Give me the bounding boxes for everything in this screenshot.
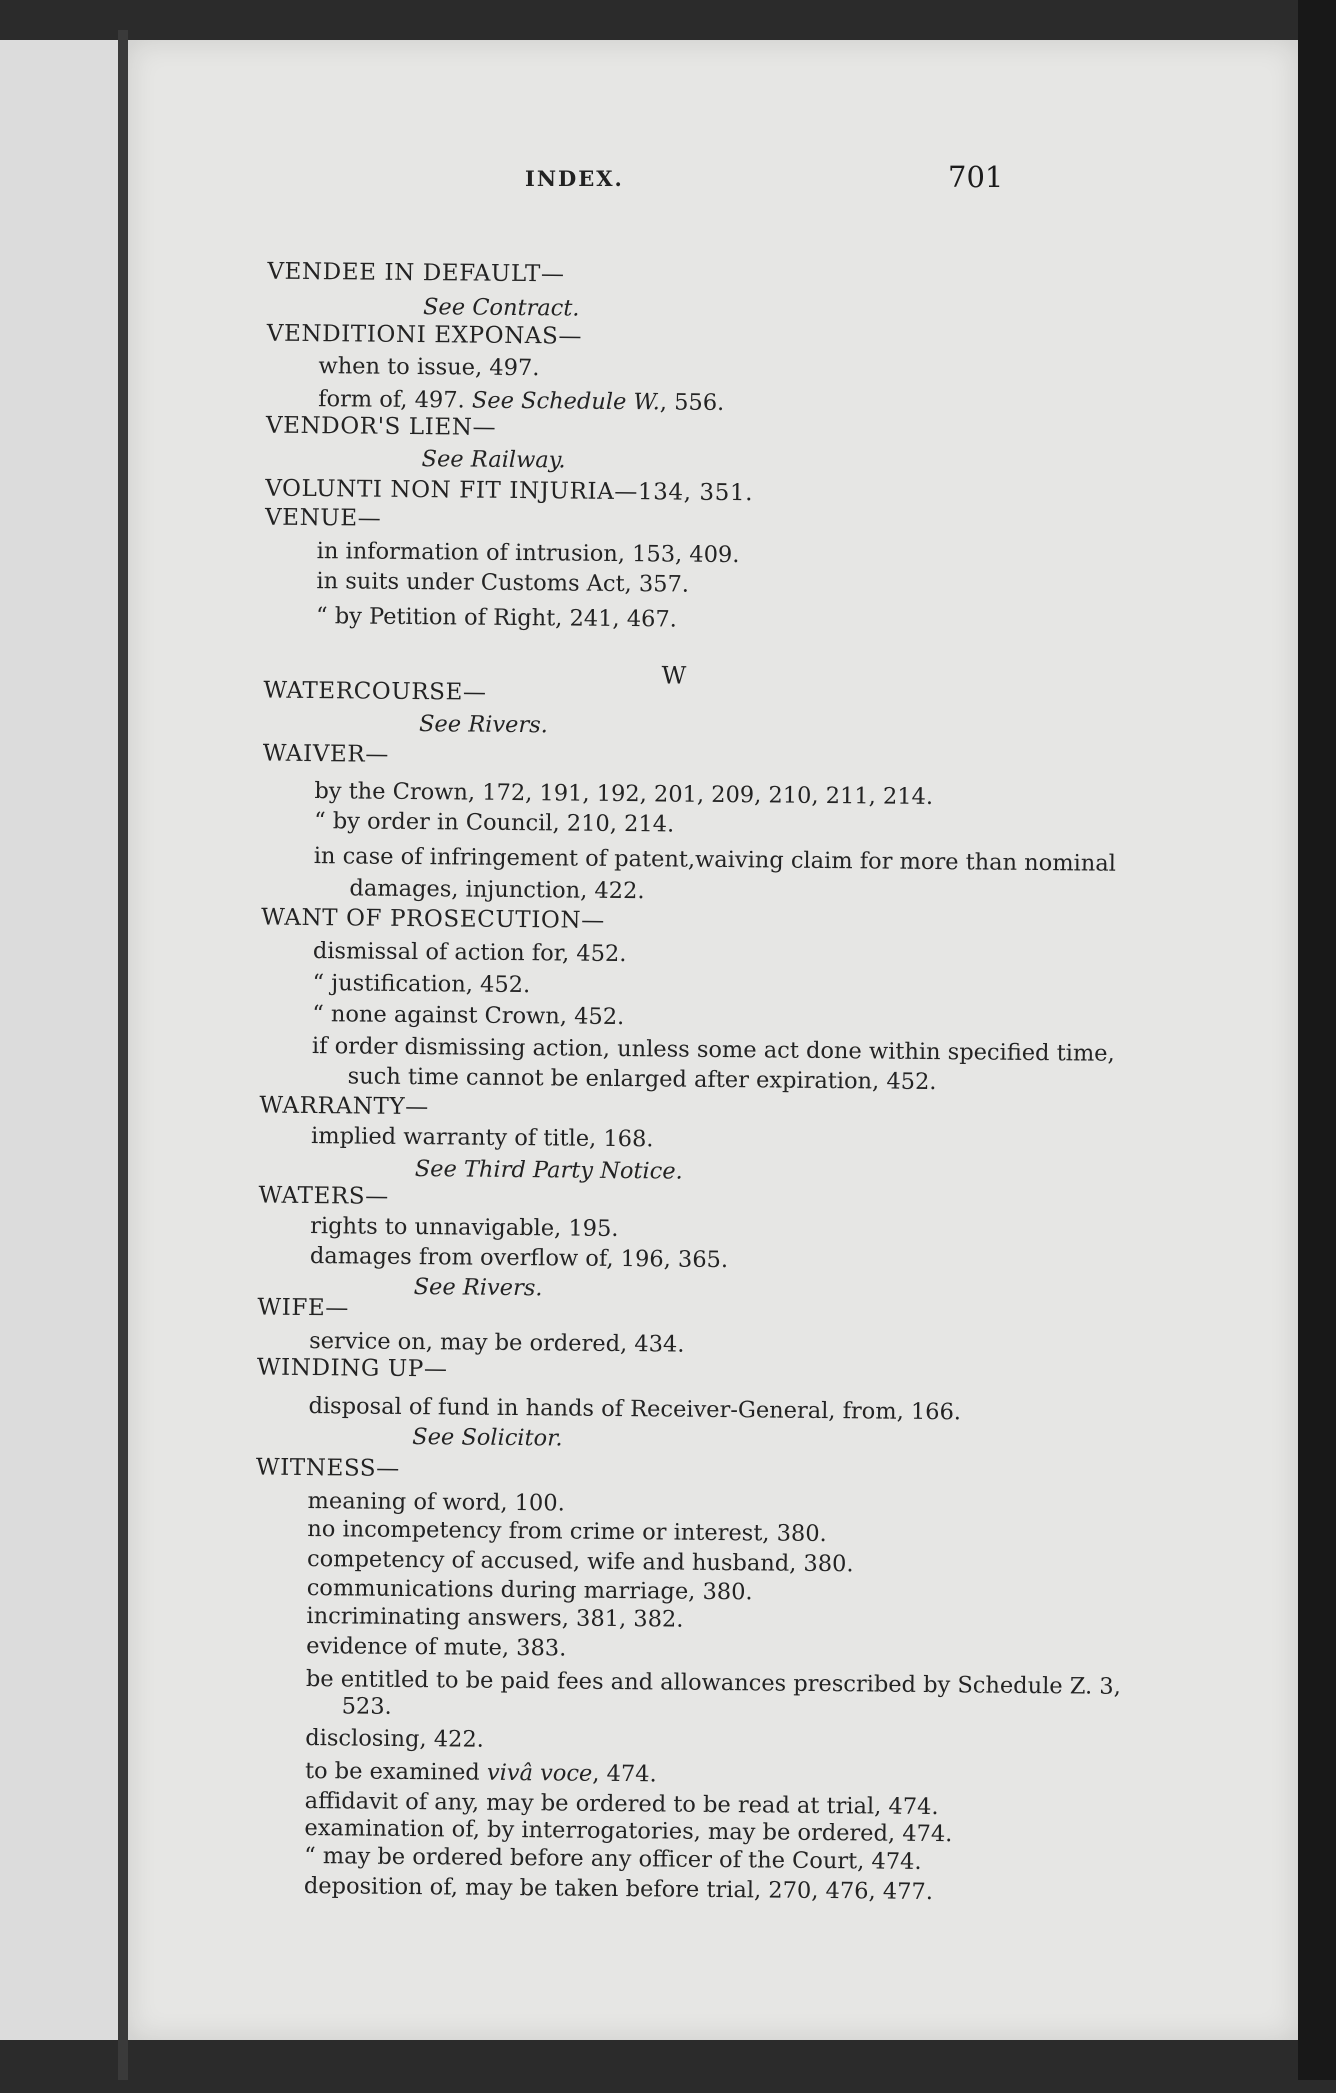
index-heading xyxy=(267,321,582,350)
index-subentry xyxy=(318,353,539,381)
index-subentry xyxy=(307,1516,827,1547)
index-subentry xyxy=(312,1001,624,1030)
see-reference xyxy=(419,711,548,738)
entry-text: WIFE— xyxy=(257,1294,350,1322)
entry-text: VENUE— xyxy=(264,504,382,532)
index-subentry xyxy=(311,1123,654,1152)
entry-text: in information of intrusion, 153, 409. xyxy=(316,538,740,569)
entry-text: WINDING UP— xyxy=(256,1354,448,1383)
entry-text: in case of infringement of patent,waiving claim for more than nominal xyxy=(313,843,1117,877)
section-letter-heading: W xyxy=(661,661,687,690)
entry-text: rights to unnavigable, 195. xyxy=(310,1213,619,1242)
entry-text: VENDOR'S LIEN— xyxy=(265,412,497,441)
index-subentry xyxy=(304,1873,933,1905)
index-subentry xyxy=(309,1328,685,1358)
entry-text: by the Crown, 172, 191, 192, 201, 209, 210, 211, 214. xyxy=(314,778,934,810)
index-subentry xyxy=(306,1603,683,1633)
entry-text: “ by Petition of Right, 241, 467. xyxy=(315,603,677,633)
index-subentry xyxy=(306,1666,1121,1700)
entry-text: communications during marriage, 380. xyxy=(306,1575,753,1606)
entry-text: if order dismissing action, unless some act done within specified time, xyxy=(311,1033,1115,1067)
entry-text: when to issue, 497. xyxy=(318,353,540,382)
entry-tail: , 474. xyxy=(592,1760,657,1788)
entry-text: service on, may be ordered, 434. xyxy=(309,1328,685,1358)
entry-text: competency of accused, wife and husband, 380. xyxy=(306,1546,854,1578)
index-subentry xyxy=(312,970,530,998)
entry-text: in suits under Customs Act, 357. xyxy=(316,568,690,598)
page-number: 701 xyxy=(948,160,1004,194)
entry-text: WAIVER— xyxy=(262,740,390,768)
index-heading xyxy=(265,505,382,532)
index-subentry xyxy=(304,1843,922,1875)
entry-text: such time cannot be enlarged after expiration, 452. xyxy=(347,1063,937,1096)
index-subentry xyxy=(308,1393,961,1425)
entry-text: WITNESS— xyxy=(255,1454,400,1482)
index-subentry xyxy=(307,1575,753,1605)
entry-text: WATERS— xyxy=(258,1182,389,1210)
index-subentry xyxy=(317,538,740,568)
entry-text: form of, 497. xyxy=(318,386,473,414)
index-subentry xyxy=(316,568,689,598)
index-subentry xyxy=(304,1815,952,1847)
index-subentry xyxy=(307,1488,564,1516)
entry-text: damages from overflow of, 196, 365. xyxy=(309,1243,729,1274)
entry-text: evidence of mute, 383. xyxy=(306,1633,567,1662)
entry-text: VENDEE IN DEFAULT— xyxy=(267,258,565,288)
entry-text: See Rivers. xyxy=(413,1274,543,1302)
entry-text: implied warranty of title, 168. xyxy=(310,1123,654,1153)
entry-text: no incompetency from crime or interest, 380. xyxy=(307,1516,827,1548)
index-heading xyxy=(259,1093,429,1121)
index-heading xyxy=(256,1455,400,1482)
index-subentry xyxy=(348,1063,937,1095)
index-subentry xyxy=(313,938,627,967)
index-subentry xyxy=(318,386,724,416)
index-heading xyxy=(261,905,605,934)
index-subentry xyxy=(306,1633,566,1661)
entry-text: “ by order in Council, 210, 214. xyxy=(314,808,675,838)
index-subentry xyxy=(349,875,644,904)
entry-text: See Solicitor. xyxy=(412,1424,563,1452)
index-heading xyxy=(267,259,564,288)
index-subentry xyxy=(316,603,677,632)
entry-text: See Contract. xyxy=(422,294,580,322)
index-subentry xyxy=(305,1725,484,1753)
entry-text: WATERCOURSE— xyxy=(263,677,487,706)
italic-reference: See Schedule W. xyxy=(471,387,660,416)
entry-text: See Rivers. xyxy=(418,711,549,739)
entry-text: “ justification, 452. xyxy=(312,970,531,999)
index-subentry xyxy=(342,1693,392,1719)
entry-text: incriminating answers, 381, 382. xyxy=(306,1603,684,1633)
see-reference xyxy=(415,1156,683,1185)
entry-text: to be examined xyxy=(304,1758,488,1786)
entry-text: VOLUNTI NON FIT INJURIA—134, 351. xyxy=(265,475,754,507)
see-reference xyxy=(414,1274,543,1301)
italic-reference: vivâ voce xyxy=(486,1759,593,1787)
page-header-title: INDEX. xyxy=(525,166,624,191)
entry-text: deposition of, may be taken before trial, 270, 476, 477. xyxy=(303,1873,934,1906)
entry-text: 523. xyxy=(341,1693,392,1720)
entry-text: affidavit of any, may be ordered to be read at trial, 474. xyxy=(304,1788,939,1821)
see-reference xyxy=(412,1424,563,1451)
index-subentry xyxy=(307,1546,854,1577)
entry-text: examination of, by interrogatories, may be ordered, 474. xyxy=(304,1815,953,1848)
index-subentry xyxy=(314,843,1116,877)
see-reference xyxy=(421,446,565,473)
entry-text: be entitled to be paid fees and allowances prescribed by Schedule Z. 3, xyxy=(305,1666,1121,1700)
entry-text: See Third Party Notice. xyxy=(414,1156,683,1185)
entry-text: dismissal of action for, 452. xyxy=(312,938,627,968)
index-heading xyxy=(266,413,496,441)
index-heading xyxy=(265,476,753,507)
entry-text: disposal of fund in hands of Receiver-General, from, 166. xyxy=(308,1393,962,1426)
index-heading xyxy=(257,1295,349,1322)
entry-text: damages, injunction, 422. xyxy=(349,875,645,905)
entry-text: “ may be ordered before any officer of the Court, 474. xyxy=(304,1843,922,1875)
index-subentry xyxy=(305,1758,657,1787)
entry-text: WANT OF PROSECUTION— xyxy=(261,904,605,934)
entry-text: disclosing, 422. xyxy=(305,1725,484,1753)
entry-text: See Railway. xyxy=(421,446,566,474)
index-heading xyxy=(257,1355,448,1383)
index-subentry xyxy=(314,778,933,810)
entry-text: VENDITIONI EXPONAS— xyxy=(266,320,583,350)
entry-text: WARRANTY— xyxy=(259,1092,429,1121)
index-heading xyxy=(258,1183,389,1210)
index-subentry xyxy=(314,808,674,837)
dark-background-edge xyxy=(1298,0,1336,2080)
index-subentry xyxy=(310,1243,728,1273)
index-heading xyxy=(263,741,389,768)
index-subentry xyxy=(312,1033,1115,1067)
entry-text: “ none against Crown, 452. xyxy=(312,1001,625,1031)
index-heading xyxy=(263,678,486,706)
entry-tail: , 556. xyxy=(659,389,725,416)
index-subentry xyxy=(310,1213,619,1242)
entry-text: meaning of word, 100. xyxy=(307,1488,565,1517)
see-reference xyxy=(423,294,580,322)
